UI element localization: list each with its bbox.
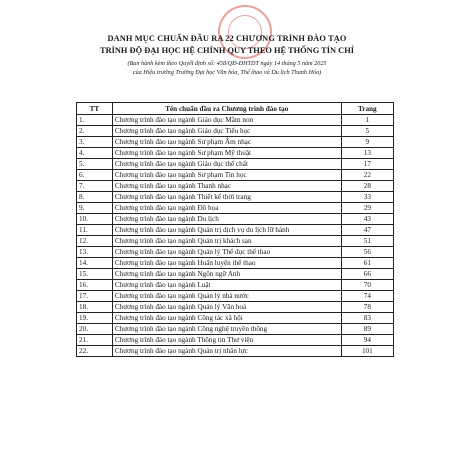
table-row xyxy=(77,269,394,280)
row-page-number: 29 xyxy=(341,203,393,214)
row-number: 6. xyxy=(77,170,113,181)
row-page-number: 47 xyxy=(341,225,393,236)
row-program-name: Chương trình đào tạo ngành Quản trị nhân lực xyxy=(112,346,341,357)
table-row xyxy=(77,313,394,324)
row-page-number: 74 xyxy=(341,291,393,302)
row-program-name: Chương trình đào tạo ngành Giáo dục Tiểu học xyxy=(112,126,341,137)
row-page-number: 66 xyxy=(341,269,393,280)
table-row xyxy=(77,126,394,137)
row-program-name: Chương trình đào tạo ngành Đồ họa xyxy=(112,203,341,214)
row-program-name: Chương trình đào tạo ngành Thanh nhạc xyxy=(112,181,341,192)
table-row xyxy=(77,225,394,236)
document-subtitle-line-1: (Ban hành kèm theo Quyết định số: 458/QĐ-ĐHTDT ngày 14 tháng 5 năm 2025 xyxy=(127,60,327,67)
document-title-line-2: TRÌNH ĐỘ ĐẠI HỌC HỆ CHÍNH QUY THEO HỆ THỐNG TÍN CHỈ xyxy=(99,46,354,55)
table-header-row xyxy=(77,103,394,115)
row-number: 9. xyxy=(77,203,113,214)
row-program-name: Chương trình đào tạo ngành Sư phạm Tin học xyxy=(112,170,341,181)
table-row xyxy=(77,115,394,126)
table-row xyxy=(77,214,394,225)
row-number: 3. xyxy=(77,137,113,148)
row-page-number: 5 xyxy=(341,126,393,137)
row-number: 12. xyxy=(77,236,113,247)
table-row xyxy=(77,258,394,269)
table-row xyxy=(77,291,394,302)
row-program-name: Chương trình đào tạo ngành Giáo dục Mầm non xyxy=(112,115,341,126)
row-program-name: Chương trình đào tạo ngành Quản lý Văn hoá xyxy=(112,302,341,313)
row-program-name: Chương trình đào tạo ngành Thiết kế thời trang xyxy=(112,192,341,203)
row-page-number: 17 xyxy=(341,159,393,170)
row-program-name: Chương trình đào tạo ngành Du lịch xyxy=(112,214,341,225)
row-number: 15. xyxy=(77,269,113,280)
table-row xyxy=(77,192,394,203)
row-program-name: Chương trình đào tạo ngành Ngôn ngữ Anh xyxy=(112,269,341,280)
row-page-number: 9 xyxy=(341,137,393,148)
row-program-name: Chương trình đào tạo ngành Luật xyxy=(112,280,341,291)
row-program-name: Chương trình đào tạo ngành Sư phạm Mỹ thuật xyxy=(112,148,341,159)
table-row xyxy=(77,335,394,346)
row-number: 2. xyxy=(77,126,113,137)
program-table xyxy=(76,102,394,357)
row-page-number: 94 xyxy=(341,335,393,346)
row-page-number: 43 xyxy=(341,214,393,225)
row-program-name: Chương trình đào tạo ngành Quản lý nhà nước xyxy=(112,291,341,302)
row-number: 5. xyxy=(77,159,113,170)
table-row xyxy=(77,148,394,159)
row-number: 22. xyxy=(77,346,113,357)
row-number: 18. xyxy=(77,302,113,313)
row-program-name: Chương trình đào tạo ngành Giáo dục thể chất xyxy=(112,159,341,170)
row-page-number: 89 xyxy=(341,324,393,335)
row-program-name: Chương trình đào tạo ngành Huấn luyện thể thao xyxy=(112,258,341,269)
row-number: 10. xyxy=(77,214,113,225)
table-row xyxy=(77,170,394,181)
row-page-number: 1 xyxy=(341,115,393,126)
row-page-number: 56 xyxy=(341,247,393,258)
table-row xyxy=(77,159,394,170)
row-program-name: Chương trình đào tạo ngành Quản lý Thể dục thể thao xyxy=(112,247,341,258)
table-row xyxy=(77,236,394,247)
row-page-number: 13 xyxy=(341,148,393,159)
row-page-number: 61 xyxy=(341,258,393,269)
row-number: 8. xyxy=(77,192,113,203)
document-subtitle-line-2: của Hiệu trưởng Trường Đại học Văn hóa, Thể thao và Du lịch Thanh Hóa) xyxy=(132,69,322,76)
table-row xyxy=(77,302,394,313)
row-page-number: 70 xyxy=(341,280,393,291)
row-program-name: Chương trình đào tạo ngành Quản trị khách sạn xyxy=(112,236,341,247)
row-number: 16. xyxy=(77,280,113,291)
header-page: Trang xyxy=(341,103,393,115)
document-title-line-1: DANH MỤC CHUẨN ĐẦU RA 22 CHƯƠNG TRÌNH ĐÀO TẠO xyxy=(107,34,347,43)
row-number: 20. xyxy=(77,324,113,335)
row-program-name: Chương trình đào tạo ngành Quản trị dịch vụ du lịch lữ hành xyxy=(112,225,341,236)
header-name: Tên chuẩn đầu ra Chương trình đào tạo xyxy=(112,103,341,115)
row-page-number: 83 xyxy=(341,313,393,324)
row-number: 1. xyxy=(77,115,113,126)
row-page-number: 22 xyxy=(341,170,393,181)
row-number: 14. xyxy=(77,258,113,269)
row-program-name: Chương trình đào tạo ngành Sư phạm Âm nhạc xyxy=(112,137,341,148)
row-number: 17. xyxy=(77,291,113,302)
table-row xyxy=(77,280,394,291)
row-page-number: 28 xyxy=(341,181,393,192)
table-row xyxy=(77,324,394,335)
row-page-number: 78 xyxy=(341,302,393,313)
row-page-number: 33 xyxy=(341,192,393,203)
row-program-name: Chương trình đào tạo ngành Thông tin Thư viện xyxy=(112,335,341,346)
row-number: 4. xyxy=(77,148,113,159)
row-number: 21. xyxy=(77,335,113,346)
table-row xyxy=(77,247,394,258)
row-program-name: Chương trình đào tạo ngành Công tác xã hội xyxy=(112,313,341,324)
row-number: 7. xyxy=(77,181,113,192)
table-row xyxy=(77,203,394,214)
table-row xyxy=(77,346,394,357)
row-page-number: 101 xyxy=(341,346,393,357)
row-number: 11. xyxy=(77,225,113,236)
row-number: 19. xyxy=(77,313,113,324)
row-number: 13. xyxy=(77,247,113,258)
header-no: TT xyxy=(77,103,113,115)
row-page-number: 51 xyxy=(341,236,393,247)
table-row xyxy=(77,181,394,192)
row-program-name: Chương trình đào tạo ngành Công nghệ truyền thông xyxy=(112,324,341,335)
table-row xyxy=(77,137,394,148)
